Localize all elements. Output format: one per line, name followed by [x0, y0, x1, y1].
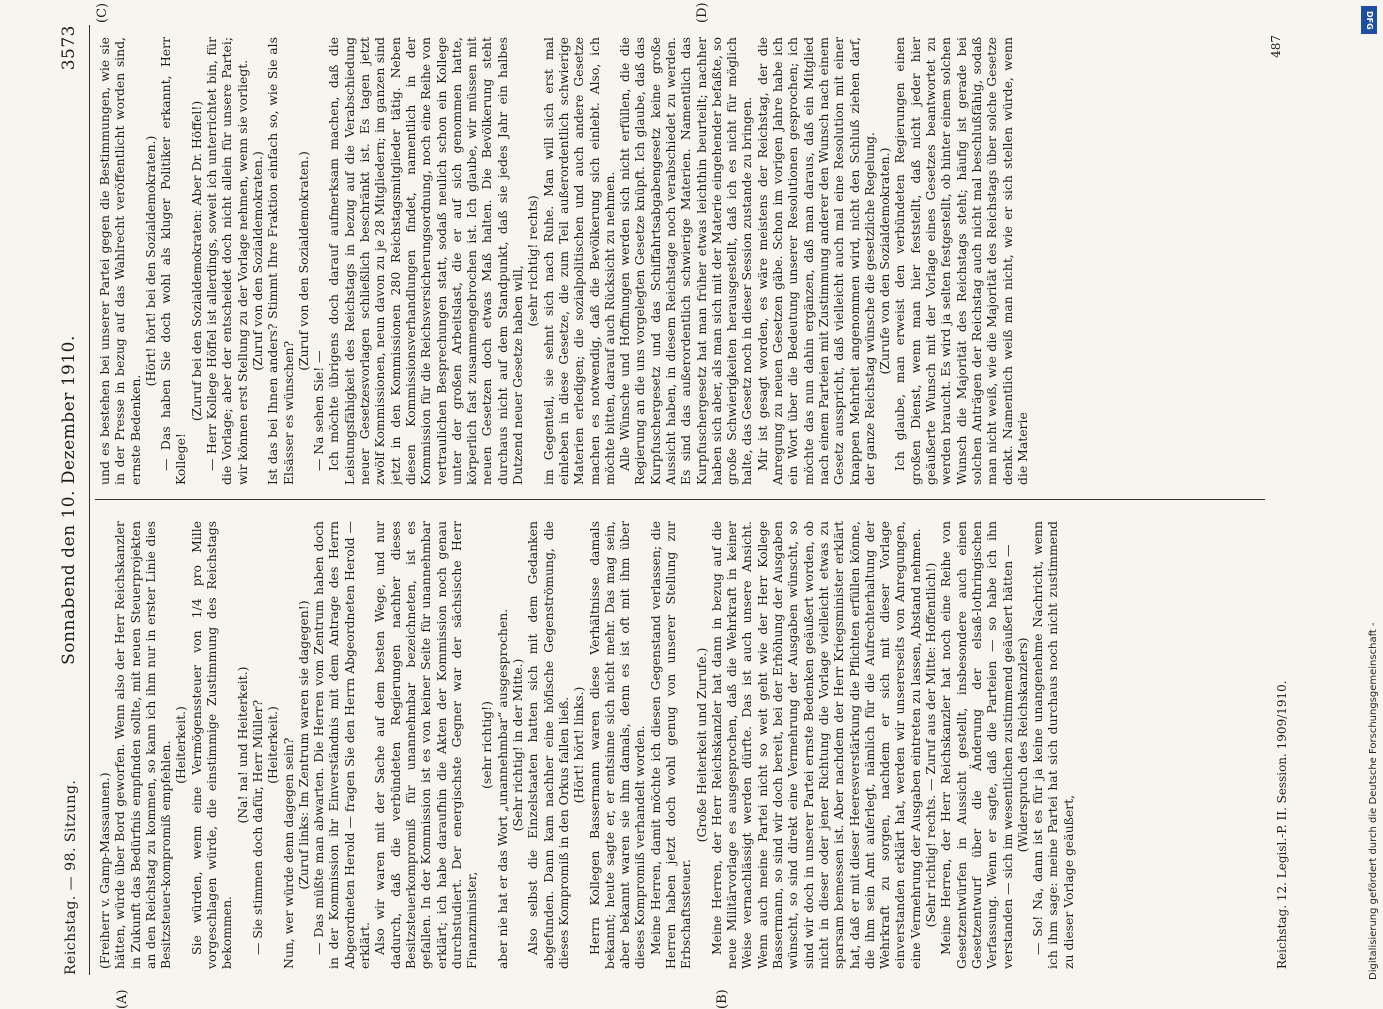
- left-column-paragraph: Also selbst die Einzelstaaten hatten sich mit dem Gedanken abgefunden. Dann kam nachher eine höfische Gegenströmung, die dieses Kompromiß in den Orkus fallen ließ.: [525, 521, 571, 969]
- page-header: [55, 25, 89, 975]
- left-column-paragraph: Meine Herren, der Herr Reichskanzler hat dann in bezug auf die neue Militärvorlage es ausgesprochen, daß die Wehrkraft in keiner Weise vernachlässigt werden dürfte. Das ist auch unsere Ansicht. Wenn auch meine Partei nicht so weit geht wie der Herr Kollege Bassermann, so sind wir doch bereit, bei der Erhöhung der Ausgaben wünscht, so sind direkt eine Vermehrung der Ausgaben wünscht, so sind wir doch in unserer Partei ernste Bedenken geäußert worden, ob nicht in dieser oder jener Richtung die Vorlage vielleicht etwas zu sparsam bemessen ist. Aber nachdem der Herr Kriegsminister erklärt hat, daß er mit dieser Heeresverstärkung die Pflichten erfüllen könne, die ihm sein Amt auferlegt, nämlich für die Aufrechterhaltung der Wehrkraft zu sorgen, nachdem er sich mit dieser Vorlage einverstanden erklärt hat, werden wir unsererseits von Anregungen, eine Vermehrung der Ausgaben eintreten zu lassen, Abstand nehmen.: [708, 521, 923, 969]
- left-column-paragraph: Also wir waren mit der Sache auf dem besten Wege, und nur dadurch, daß die verbündeten Regierungen nachher dieses Besitzsteuerkompromiß für unannehmbar bezeichneten, ist es gefallen. In der Kommission ist es von keiner Seite für unannehmbar erklärt; ich habe daraufhin die Akten der Kommission noch genau durchstudiert. Der energischste Gegner war der sächsische Herr Finanzminister,: [372, 521, 480, 969]
- right-column-paragraph: (Zurufe von den Sozialdemokraten.): [877, 147, 893, 375]
- margin-marker-c: (C): [95, 2, 110, 23]
- digitization-note-text: Digitalisierung gefördert durch die Deutsche Forschungsgemeinschaft -: [1368, 622, 1379, 980]
- dfg-logo: DFG: [1361, 6, 1377, 34]
- margin-marker-a: (A): [115, 989, 130, 1009]
- right-column-paragraph: (Zuruf bei den Sozialdemokraten: Aber Dr. Höffel!): [188, 100, 204, 422]
- page-footer: [1269, 25, 1299, 975]
- left-column-paragraph: Nun, wer würde denn dagegen sein?: [280, 737, 296, 969]
- left-column-paragraph: (Freiherr v. Gamp-Massaunen.): [97, 772, 112, 969]
- left-column-paragraph: (Widerspruch des Reichskanzlers): [1014, 637, 1030, 853]
- left-column-paragraph: (Heiterkeit.): [265, 706, 281, 784]
- left-column-paragraph: (Na! na! und Heiterkeit.): [234, 666, 250, 824]
- digitization-note: [1350, 0, 1383, 1000]
- right-column: [97, 37, 1257, 485]
- left-column-paragraph: (Zuruf links: Im Zentrum waren sie dagegen!): [295, 600, 311, 890]
- right-column-paragraph: und es bestehen bei unserer Partei gegen die Bestimmungen, wie sie in der Presse in bezug auf das Wahlrecht veröffentlicht worden sind, ernste Bedenken.: [97, 37, 143, 485]
- right-column-paragraph: Mir ist gesagt worden, es wäre meistens der Reichstag, der die Anregung zu neuen Gesetzen gäbe. Schon im vorigen Jahre habe ich ein Wort über die Bedeutung unserer Resolutionen gesprochen; ich möchte das nun dahin ergänzen, daß man daraus, daß ein Mitglied nach einem Parteien mit Zustimmung anderer den Wunsch nach einem Gesetz ausspricht, daß vielleicht auch mal eine Resolution mit einer knappen Mehrheit angenommen wird, nicht den Schluß ziehen darf, der ganze Reichstag wünsche die gesetzliche Regelung.: [754, 37, 877, 485]
- left-column-paragraph: aber nie hat er das Wort „unannehmbar“ ausgesprochen.: [494, 608, 510, 969]
- right-column-paragraph: (Hört! hört! bei den Sozialdemokraten.): [142, 135, 158, 387]
- rotated-page: [55, 2, 1305, 1009]
- right-column-paragraph: (sehr richtig! rechts): [525, 195, 541, 327]
- left-column-paragraph: Meine Herren, der Herr Reichskanzler hat noch eine Reihe von Gesetzentwürfen in Aussicht gestellt, insbesondere auch einen Gesetzentwurf über die Änderung der elsaß-lothringischen Verfassung. Wenn er sagte, daß die Parteien — so habe ich ihn verstanden — sich im wesentlichen zustimmend geäußert hätten —: [938, 521, 1015, 969]
- footer-legislature: Reichstag. 12. Legisl.-P. II. Session. 1909/1910.: [1275, 680, 1289, 969]
- right-column-paragraph: (Zuruf von den Sozialdemokraten.): [295, 151, 311, 371]
- header-rule: [89, 25, 90, 975]
- right-column-paragraph: Ist das bei Ihnen anders? Stimmt Ihre Fraktion einfach so, wie Sie als Elsässer es wünschen?: [265, 37, 296, 485]
- right-column-paragraph: Alle Wünsche und Hoffnungen werden sich nicht erfüllen, die die Regierung an die uns vorgelegten Gesetze knüpft. Ich glaube, daß das Kurpfuschergesetz und das Schiffahrtsabgabengesetz keine große Aussicht haben, in diesem Reichstage noch verabschiedet zu werden. Es sind das außerordentlich schwierige Materien. Namentlich das Kurpfuschergesetz hat man früher etwas leichthin beurteilt; nachher haben sich aber, als man sich mit der Materie eingehender befaßte, so große Schwierigkeiten herausgestellt, daß ich es nicht für möglich halte, das Gesetz noch in dieser Session zustande zu bringen.: [617, 37, 755, 485]
- header-page-number: 3573: [59, 25, 79, 71]
- left-column-paragraph: hätten, würde über Bord geworfen. Wenn also der Herr Reichskanzler in Zukunft das Bedürfnis empfinden sollte, mit neuen Steuerprojekten an den Reichstag zu kommen, so kann ich ihm nur in erster Linie dies Besitzsteuer-kompromiß empfehlen.: [112, 521, 174, 969]
- right-column-paragraph: — Das haben Sie doch wohl als kluger Politiker erkannt, Herr Kollege!: [158, 37, 189, 485]
- left-column-paragraph: (Heiterkeit.): [173, 706, 189, 784]
- right-column-paragraph: — Na sehen Sie! —: [311, 350, 327, 471]
- left-column-paragraph: (Hört! hört! links.): [571, 686, 587, 804]
- left-column-paragraph: (Große Heiterkeit und Zurufe.): [693, 647, 709, 843]
- left-column-paragraph: (Sehr richtig! rechts. — Zuruf aus der Mitte: Hoffentlich!): [923, 562, 939, 928]
- right-column-paragraph: (Zuruf von den Sozialdemokraten.): [249, 151, 265, 371]
- left-column-paragraph: (Sehr richtig! in der Mitte.): [510, 658, 526, 832]
- left-column-paragraph: Herrn Kollegen Bassermann waren diese Verhältnisse damals bekannt; heute sagte er, er entsinne sich nicht mehr. Das mag sein, aber bekannt waren sie ihm damals, denn es ist oft mit ihm über dieses Kompromiß verhandelt worden.: [586, 521, 648, 969]
- header-session: Reichstag. — 98. Sitzung.: [63, 779, 79, 975]
- right-column-paragraph: Ich glaube, man erweist den verbündeten Regierungen einen großen Dienst, wenn man hier feststellt, daß nicht jeder hier geäußerte Wunsch mit der Vorlage eines Gesetzes beantwortet zu werden braucht. Es wird ja selten festgestellt, ob hinter einem solchen Wunsch die Majorität des Reichstags steht; häufig ist gerade bei solchen Anträgen der Reichstag auch nicht mal beschlußfähig, sodaß man nicht weiß, wie die Majorität des Reichstags über solche Gesetze denkt. Namentlich weiß man nicht, wie er sich stellen würde, wenn die Materie: [892, 37, 1030, 485]
- column-rule: [95, 499, 1265, 500]
- right-column-paragraph: — Herr Kollege Höffel ist allerdings, soweit ich unterrichtet bin, für die Vorlage; aber der entscheidet doch nicht allein für unsere Partei; wir können erst Stellung zu der Vorlage nehmen, wenn sie vorliegt.: [204, 37, 250, 485]
- left-column-paragraph: — Sie stimmen doch dafür, Herr Müller?: [249, 699, 265, 955]
- footer-sheet-number: 487: [1269, 35, 1283, 58]
- margin-marker-d: (D): [695, 2, 710, 23]
- left-column-paragraph: Meine Herren, damit möchte ich diesen Gegenstand verlassen; die Herren haben jetzt doch wohl genug von unserer Stellung zur Erbschaftssteuer.: [647, 521, 694, 969]
- left-column-paragraph: — So! Na, dann ist es für ja keine unangenehme Nachricht, wenn ich ihm sage: meine Partei hat sich durchaus noch nicht zustimmend zu dieser Vorlage geäußert,: [1030, 521, 1076, 969]
- left-column: [97, 521, 1257, 969]
- left-column-paragraph: — Das müßte man abwarten. Die Herren vom Zentrum haben doch in der Kommission ihr Einverständnis mit dem Antrage des Herrn Abgeordneten Herold — fragen Sie den Herrn Abgeordneten Herold — erklärt.: [311, 521, 373, 969]
- left-column-paragraph: (sehr richtig!): [479, 701, 495, 789]
- right-column-paragraph: im Gegenteil, sie sehnt sich nach Ruhe. Man will sich erst mal einleben in diese Gesetze, die zum Teil außerordentlich schwierige Materien erledigen; die sozialpolitischen und auch andere Gesetze machen es notwendig, daß die Bevölkerung sich einlebt. Also, ich möchte bitten, darauf auch Rücksicht zu nehmen.: [540, 37, 617, 485]
- right-column-paragraph: Ich möchte übrigens doch darauf aufmerksam machen, daß die Leistungsfähigkeit des Reichstags in bezug auf die Verabschiedung neuer Gesetzesvorlagen schließlich beschränkt ist. Es tagen jetzt zwölf Kommissionen, neun davon zu je 28 Mitgliedern; im ganzen sind jetzt in den Kommissionen 280 Reichstagsmitglieder tätig. Neben diesen Kommissionsverhandlungen findet, namentlich in der Kommission für die Reichsversicherungsordnung, noch eine Reihe von vertraulichen Besprechungen statt, sodaß neulich schon ein Kollege unter der großen Arbeitslast, die er auf sich genommen hatte, körperlich fast zusammengebrochen ist. Ich glaube, wir müssen mit neuen Gesetzen doch etwas Maß halten. Die Bevölkerung steht durchaus nicht auf dem Standpunkt, daß sie jedes Jahr ein halbes Dutzend neuer Gesetze haben will,: [326, 37, 526, 485]
- margin-marker-b: (B): [715, 989, 730, 1009]
- header-date: Sonnabend den 10. Dezember 1910.: [59, 335, 79, 665]
- left-column-paragraph: Sie würden, wenn eine Vermögenssteuer von 1/4 pro Mille vorgeschlagen würde, die einstimmige Zustimmung des Reichstags bekommen.: [188, 521, 235, 969]
